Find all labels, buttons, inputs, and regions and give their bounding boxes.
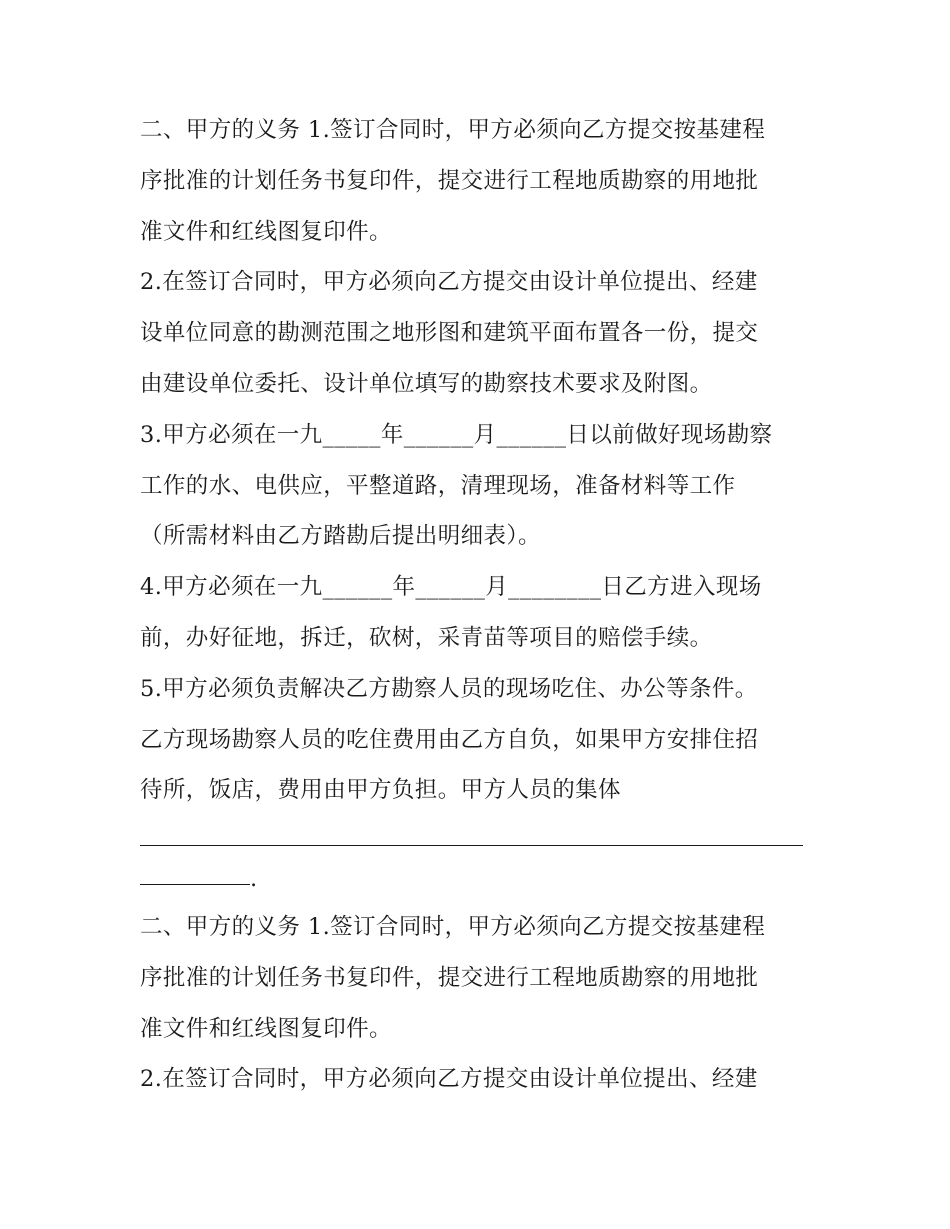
text-line: 由建设单位委托、设计单位填写的勘察技术要求及附图。	[140, 371, 713, 397]
text-line: 乙方现场勘察人员的吃住费用由乙方自负，如果甲方安排住招	[140, 727, 759, 753]
blank-end-period: .	[250, 866, 258, 892]
text-line: 序批准的计划任务书复印件，提交进行工程地质勘察的用地批	[140, 965, 759, 991]
text-line: 设单位同意的勘测范围之地形图和建筑平面布置各一份，提交	[140, 320, 759, 346]
text-line: 前，办好征地，拆迁，砍树，采青苗等项目的赔偿手续。	[140, 625, 713, 651]
text-line: 准文件和红线图复印件。	[140, 1016, 392, 1042]
text-line: 4.甲方必须在一九______年______月________日乙方进入现场	[140, 574, 762, 600]
text-line: 二、甲方的义务 1.签订合同时，甲方必须向乙方提交按基建程	[140, 914, 766, 940]
text-line: 2.在签订合同时，甲方必须向乙方提交由设计单位提出、经建	[140, 269, 758, 295]
text-line: （所需材料由乙方踏勘后提出明细表）。	[140, 523, 541, 549]
text-line: 5.甲方必须负责解决乙方勘察人员的现场吃住、办公等条件。	[140, 676, 758, 702]
text-line: 待所，饭店，费用由甲方负担。甲方人员的集体	[140, 777, 621, 803]
text-line: 2.在签订合同时，甲方必须向乙方提交由设计单位提出、经建	[140, 1066, 758, 1092]
text-line: 3.甲方必须在一九_____年______月______日以前做好现场勘察	[140, 422, 773, 448]
text-line: 序批准的计划任务书复印件，提交进行工程地质勘察的用地批	[140, 168, 759, 194]
text-line: 二、甲方的义务 1.签订合同时，甲方必须向乙方提交按基建程	[140, 117, 766, 143]
text-line: 工作的水、电供应，平整道路，清理现场，准备材料等工作	[140, 473, 736, 499]
text-line: 准文件和红线图复印件。	[140, 219, 392, 245]
fill-in-blank-line	[140, 845, 803, 846]
fill-in-blank-line	[140, 884, 250, 885]
